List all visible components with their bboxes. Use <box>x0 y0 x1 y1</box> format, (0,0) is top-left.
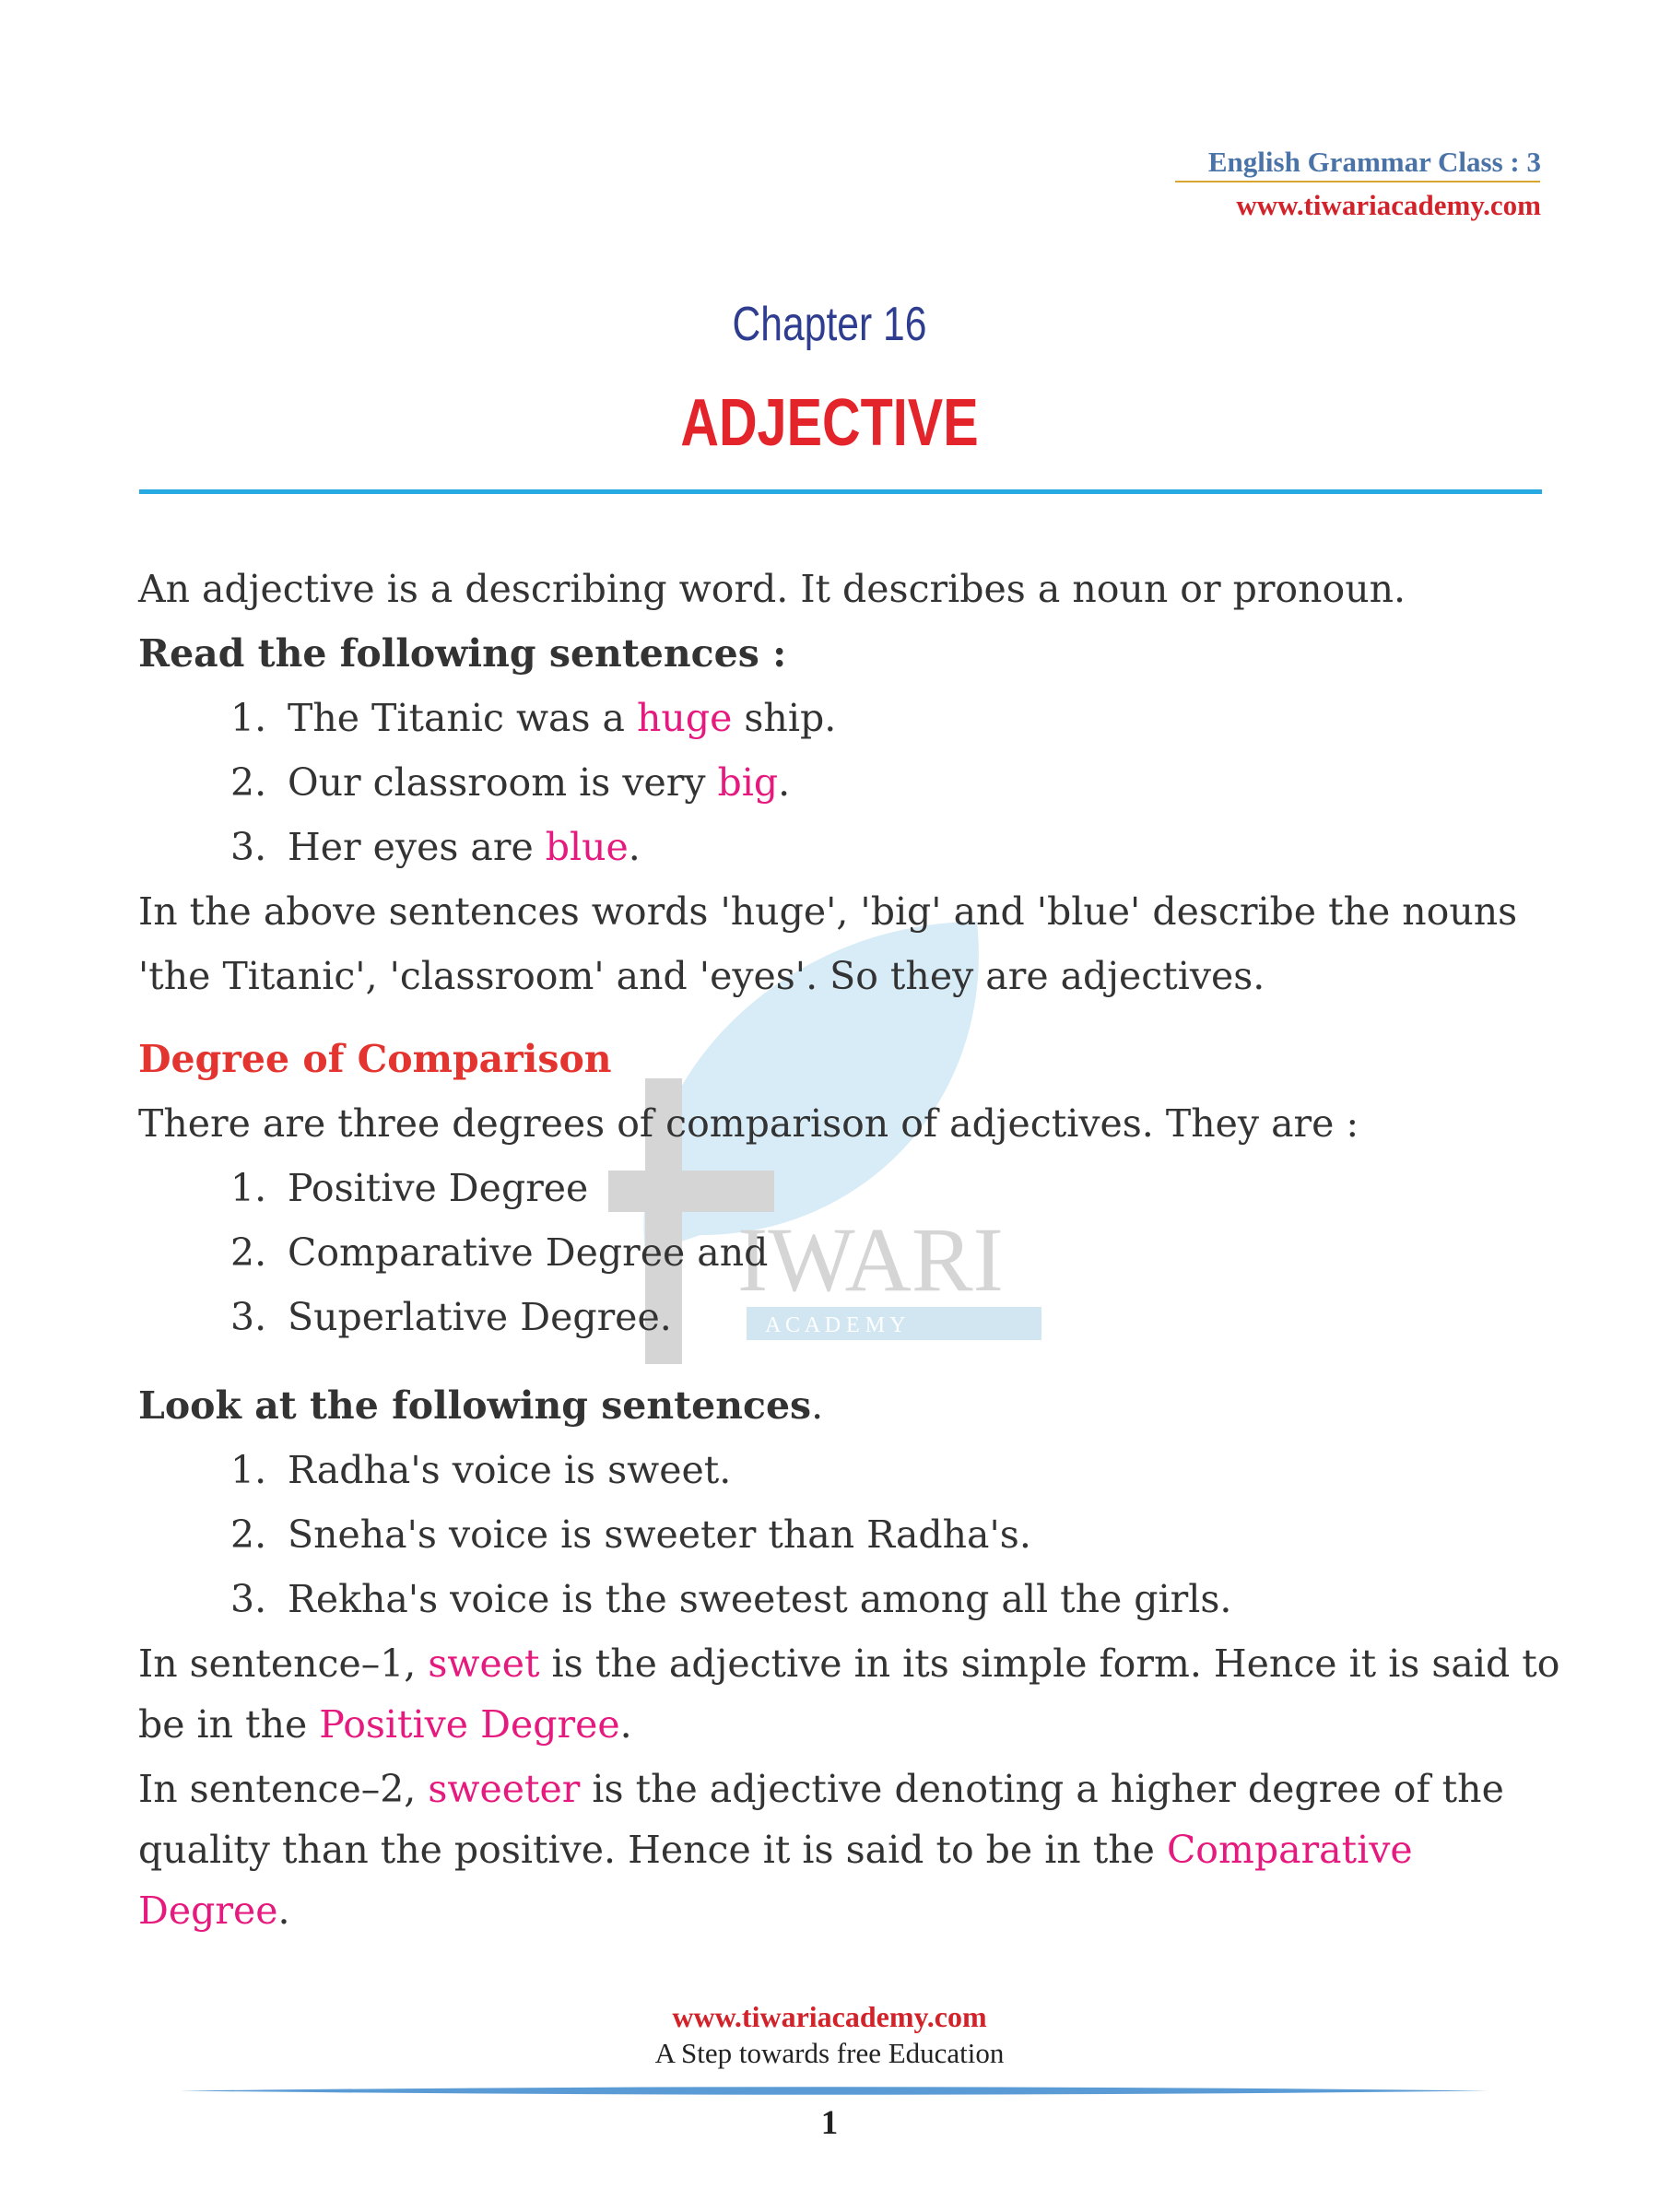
sentence-3 <box>230 1578 1231 1621</box>
explanation-line-2: 'the Titanic', 'classroom' and 'eyes'. So they are adjectives. <box>138 954 1265 998</box>
para1-text: In sentence–1, <box>138 1641 429 1686</box>
example-text: Our classroom is very <box>288 760 718 805</box>
sentence-2 <box>230 1513 1031 1557</box>
degree-num: 3. <box>230 1295 267 1339</box>
example-text-end: . <box>628 825 641 869</box>
degree-intro: There are three degrees of comparison of adjectives. They are : <box>138 1101 1359 1146</box>
example-text-end: ship. <box>732 696 837 740</box>
sentence-num: 3. <box>230 1577 267 1621</box>
example-num: 3. <box>230 825 267 869</box>
para1-line-1 <box>138 1642 1559 1686</box>
para2-text: quality than the positive. Hence it is said to be in the <box>138 1828 1167 1872</box>
example-text: The Titanic was a <box>288 696 638 740</box>
t-bar <box>608 1171 774 1212</box>
para1-text-cont: is the adjective in its simple form. Hence it is said to <box>539 1641 1560 1686</box>
para2-adjective: sweeter <box>428 1767 581 1811</box>
para2-line-1 <box>138 1768 1504 1811</box>
look-period: . <box>811 1383 824 1428</box>
sentence-num: 1. <box>230 1448 267 1492</box>
degree-item-3 <box>230 1296 672 1339</box>
para2-text-cont: is the adjective denoting a higher degree of the <box>580 1767 1504 1811</box>
example-num: 1. <box>230 696 267 740</box>
example-text-end: . <box>778 760 791 805</box>
sentence-text: Rekha's voice is the sweetest among all the girls. <box>288 1577 1232 1621</box>
para1-text: be in the <box>138 1702 320 1747</box>
degree-heading: Degree of Comparison <box>138 1037 612 1081</box>
header-site-link[interactable]: www.tiwariacademy.com <box>1236 189 1541 221</box>
para2-line-3 <box>138 1889 290 1933</box>
para2-period: . <box>277 1888 290 1933</box>
explanation-line-1: In the above sentences words 'huge', 'big' and 'blue' describe the nouns <box>138 889 1518 934</box>
footer-divider <box>180 2087 1488 2095</box>
para1-period: . <box>619 1702 632 1747</box>
para2-term: Comparative <box>1166 1828 1413 1872</box>
example-2 <box>230 761 790 805</box>
watermark-sub: A C A D E M Y <box>765 1313 906 1337</box>
example-adjective: big <box>717 760 779 805</box>
sentence-num: 2. <box>230 1512 267 1557</box>
example-num: 2. <box>230 760 267 805</box>
watermark-word: IWARI <box>737 1208 1004 1311</box>
sentence-1 <box>230 1449 731 1492</box>
degree-text: Superlative Degree. <box>288 1295 672 1339</box>
para1-line-2 <box>138 1703 632 1747</box>
read-heading: Read the following sentences : <box>138 631 787 676</box>
para1-adjective: sweet <box>428 1641 540 1686</box>
degree-text: Comparative Degree and <box>288 1230 769 1275</box>
look-heading-line <box>138 1384 823 1428</box>
degree-item-1 <box>230 1167 588 1210</box>
para2-line-2 <box>138 1829 1413 1872</box>
intro-text: An adjective is a describing word. It describes a noun or pronoun. <box>138 567 1406 611</box>
sentence-text: Radha's voice is sweet. <box>288 1448 732 1492</box>
header-class-label: English Grammar Class : 3 <box>1207 146 1541 178</box>
example-adjective: huge <box>637 696 733 740</box>
example-adjective: blue <box>545 825 629 869</box>
example-3 <box>230 826 641 869</box>
example-1 <box>230 697 836 740</box>
title-divider <box>139 489 1542 494</box>
footer-tagline: A Step towards free Education <box>654 2037 1005 2069</box>
page-number: 1 <box>820 2104 839 2142</box>
look-heading: Look at the following sentences <box>138 1383 812 1428</box>
footer-site-link[interactable]: www.tiwariacademy.com <box>672 2000 987 2033</box>
degree-item-2 <box>230 1231 768 1275</box>
degree-text: Positive Degree <box>288 1166 589 1210</box>
chapter-title: ADJECTIVE <box>680 386 979 460</box>
example-text: Her eyes are <box>288 825 546 869</box>
para1-term: Positive Degree <box>319 1702 620 1747</box>
header-divider <box>1175 181 1540 182</box>
chapter-label: Chapter 16 <box>732 298 927 351</box>
para2-text: In sentence–2, <box>138 1767 429 1811</box>
degree-num: 1. <box>230 1166 267 1210</box>
para2-term-cont: Degree <box>138 1888 278 1933</box>
degree-num: 2. <box>230 1230 267 1275</box>
sentence-text: Sneha's voice is sweeter than Radha's. <box>288 1512 1031 1557</box>
